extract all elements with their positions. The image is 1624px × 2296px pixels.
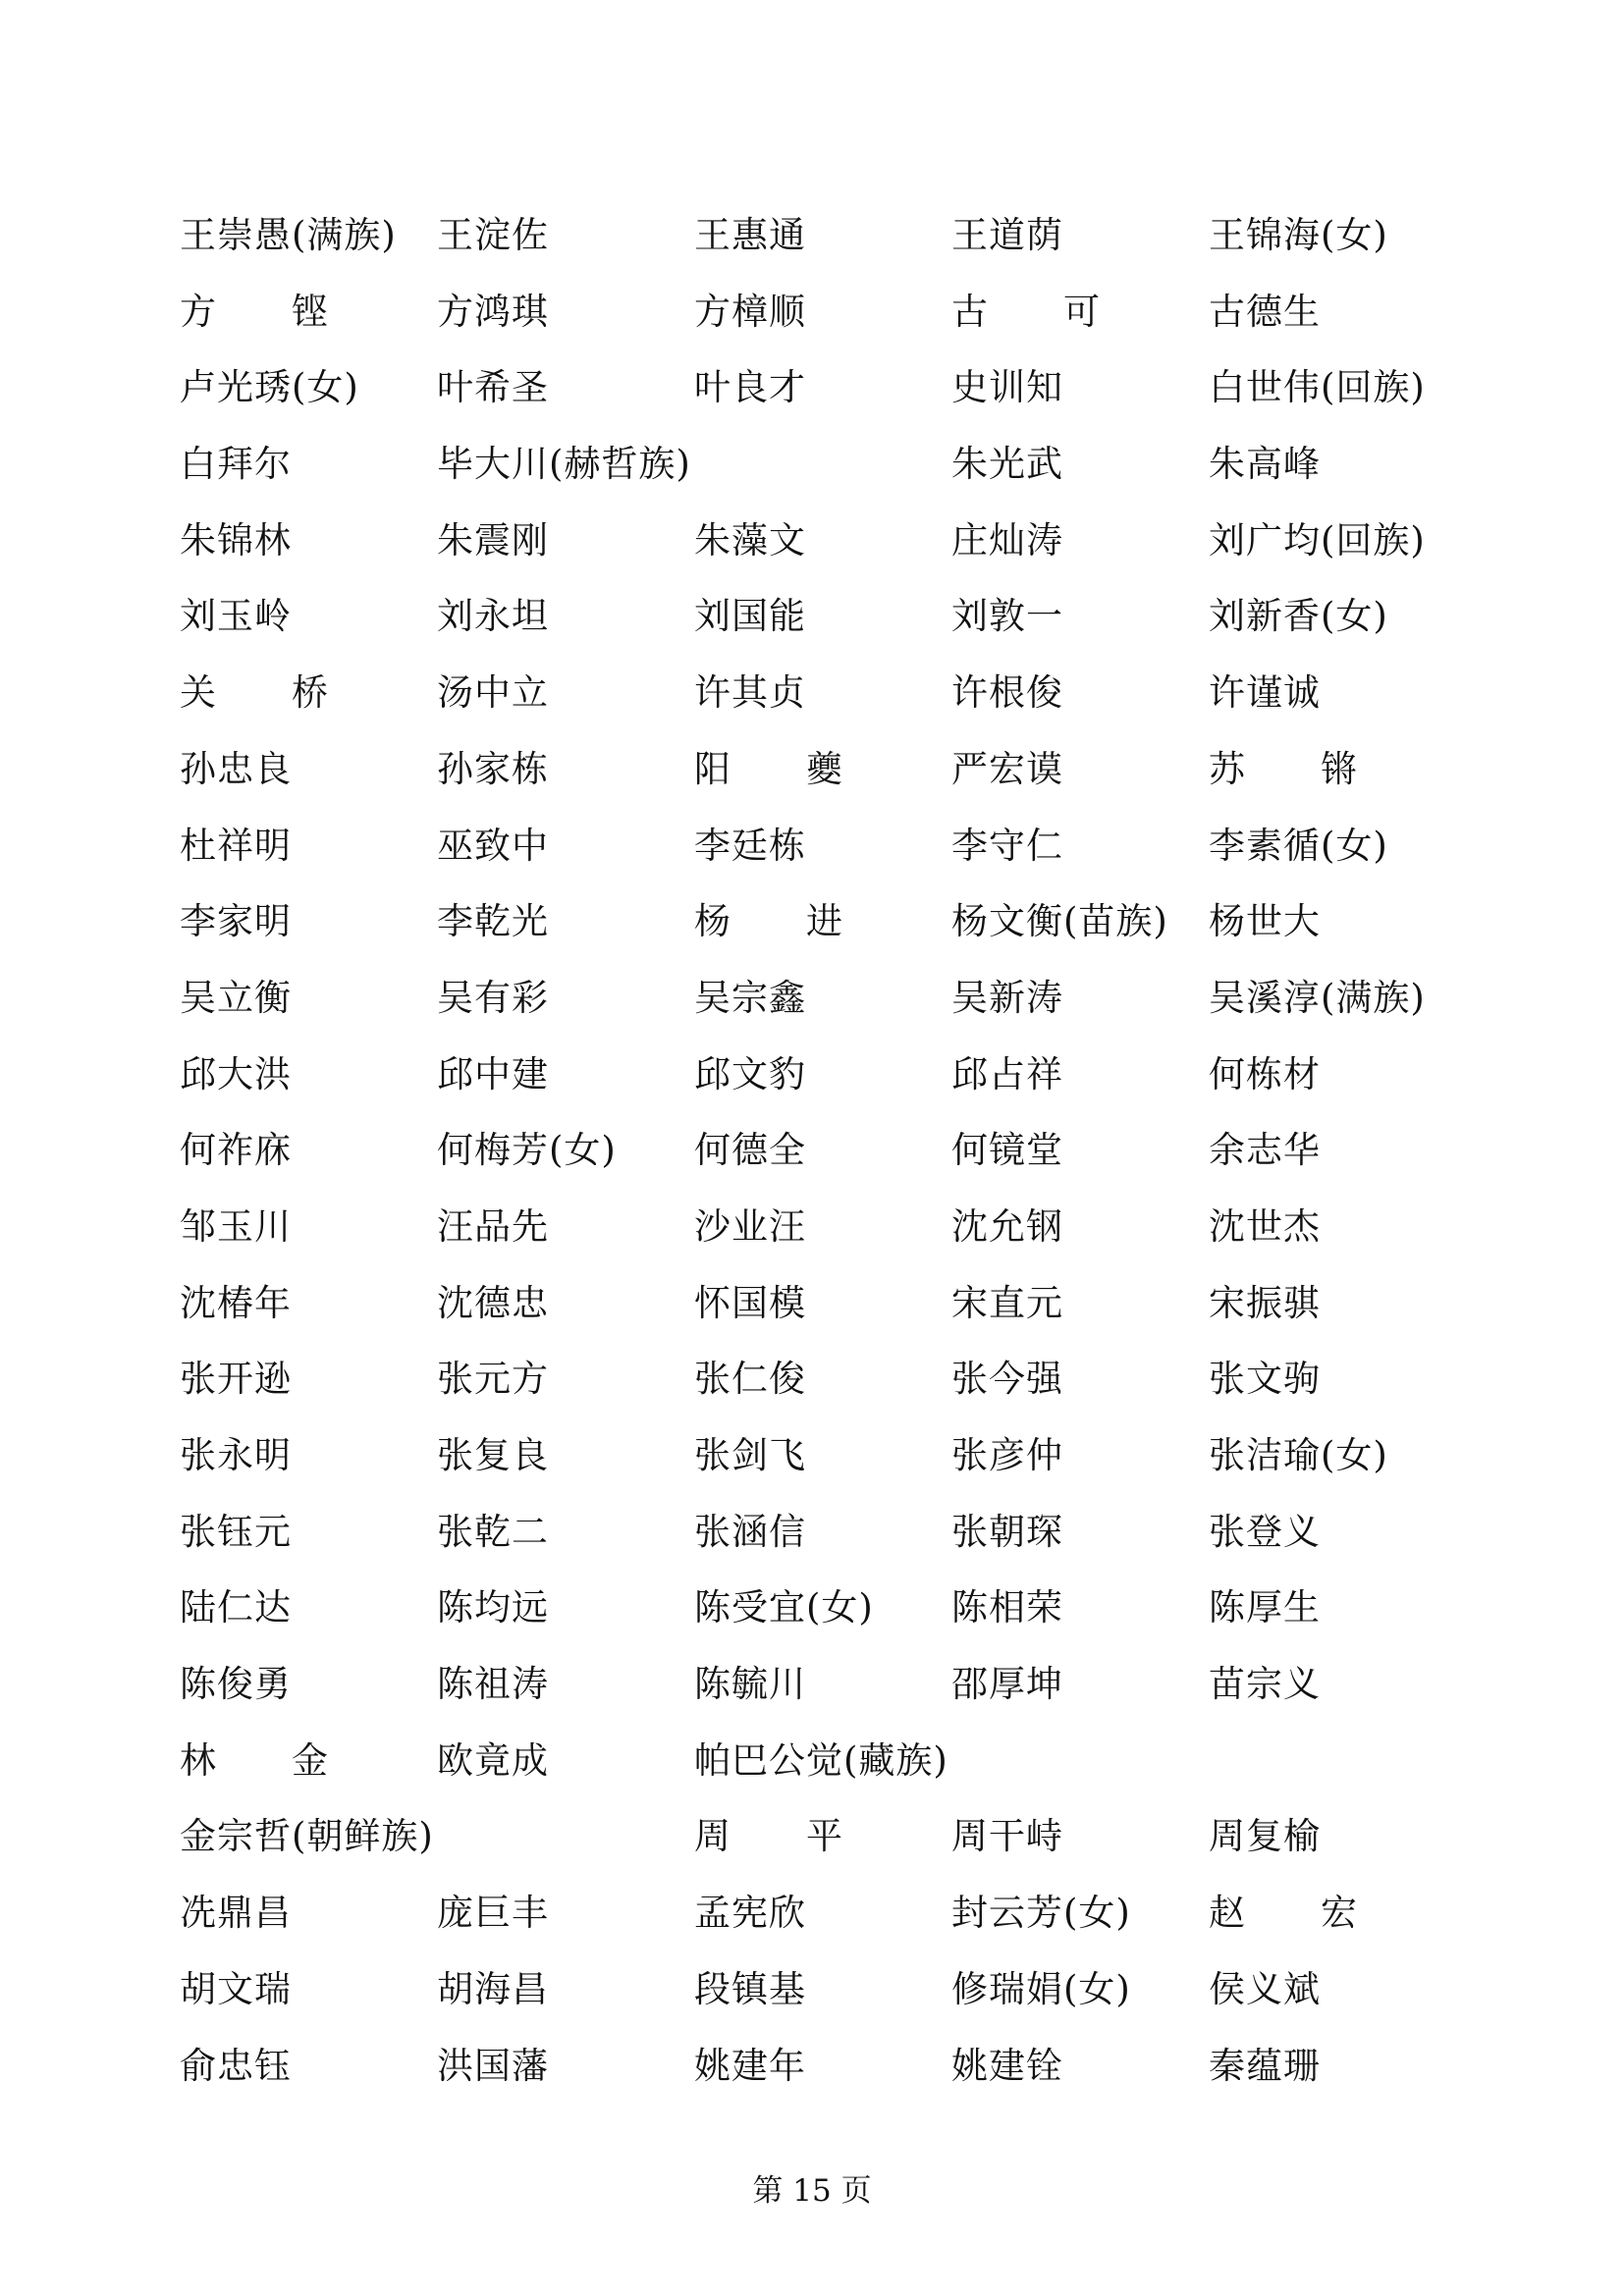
name-entry: 方鸿琪 <box>437 290 549 333</box>
name-entry: 周复榆 <box>1209 1815 1321 1858</box>
name-row <box>180 1884 1495 1960</box>
name-entry: 何德全 <box>694 1129 806 1172</box>
name-entry: 陈均远 <box>437 1586 549 1629</box>
name-row <box>180 1960 1495 2037</box>
name-entry: 汤中立 <box>437 671 549 715</box>
name-entry: 余志华 <box>1209 1129 1321 1172</box>
name-entry: 邱大洪 <box>180 1052 292 1095</box>
name-entry: 张今强 <box>951 1358 1063 1401</box>
name-entry: 张永明 <box>180 1434 292 1476</box>
name-entry: 邱占祥 <box>951 1052 1063 1095</box>
name-entry: 苗宗义 <box>1209 1663 1321 1706</box>
name-entry: 王惠通 <box>694 214 806 256</box>
name-entry: 胡海昌 <box>437 1967 549 2010</box>
name-row <box>180 1045 1495 1122</box>
name-entry: 关 桥 <box>180 671 329 715</box>
name-entry: 刘国能 <box>694 595 806 638</box>
name-entry: 白拜尔 <box>180 443 292 486</box>
name-entry: 朱高峰 <box>1209 443 1321 486</box>
name-row <box>180 1503 1495 1579</box>
name-entry: 邹玉川 <box>180 1204 292 1248</box>
name-entry: 庞巨丰 <box>437 1892 549 1935</box>
name-entry: 邱文豹 <box>694 1052 806 1095</box>
name-entry: 张洁瑜(女) <box>1209 1434 1388 1476</box>
name-row <box>180 969 1495 1045</box>
name-entry: 吴溪淳(满族) <box>1209 976 1426 1019</box>
name-row <box>180 206 1495 283</box>
name-entry: 陈相荣 <box>951 1586 1063 1629</box>
name-row <box>180 1274 1495 1351</box>
name-entry: 宋振骐 <box>1209 1281 1321 1324</box>
name-entry: 孙家栋 <box>437 747 549 790</box>
name-entry: 何祚庥 <box>180 1129 292 1172</box>
name-entry: 叶希圣 <box>437 366 549 409</box>
name-entry: 宋直元 <box>951 1281 1063 1324</box>
name-entry: 刘广均(回族) <box>1209 518 1426 561</box>
name-entry: 王崇愚(满族) <box>180 214 397 256</box>
name-entry: 孙忠良 <box>180 747 292 790</box>
name-entry: 吴宗鑫 <box>694 976 806 1019</box>
name-entry: 洪国藩 <box>437 2044 549 2087</box>
name-entry: 苏 锵 <box>1209 747 1358 790</box>
name-entry: 沈世杰 <box>1209 1204 1321 1248</box>
name-entry: 张元方 <box>437 1358 549 1401</box>
name-entry: 杨文衡(苗族) <box>951 900 1168 943</box>
name-row <box>180 587 1495 664</box>
name-entry: 巫致中 <box>437 824 549 867</box>
name-row <box>180 1655 1495 1732</box>
name-row <box>180 511 1495 588</box>
name-entry: 修瑞娟(女) <box>951 1967 1131 2010</box>
name-entry: 沈椿年 <box>180 1281 292 1324</box>
name-entry: 李素循(女) <box>1209 824 1388 867</box>
name-entry: 冼鼎昌 <box>180 1892 292 1935</box>
name-row <box>180 2037 1495 2113</box>
name-row <box>180 1350 1495 1426</box>
name-entry: 张复良 <box>437 1434 549 1476</box>
name-entry: 卢光琇(女) <box>180 366 359 409</box>
name-row <box>180 1121 1495 1198</box>
name-entry: 王锦海(女) <box>1209 214 1388 256</box>
name-row <box>180 1732 1495 1808</box>
name-entry: 张文驹 <box>1209 1358 1321 1401</box>
name-entry: 陈毓川 <box>694 1663 806 1706</box>
name-entry: 张涵信 <box>694 1510 806 1553</box>
name-entry: 李家明 <box>180 900 292 943</box>
name-row <box>180 1807 1495 1884</box>
name-entry: 何栋材 <box>1209 1052 1321 1095</box>
name-entry: 吴新涛 <box>951 976 1063 1019</box>
name-row <box>180 817 1495 893</box>
name-entry: 庄灿涛 <box>951 518 1063 561</box>
name-entry: 杨 进 <box>694 900 843 943</box>
name-entry: 朱震刚 <box>437 518 549 561</box>
name-entry: 朱光武 <box>951 443 1063 486</box>
name-entry: 古德生 <box>1209 290 1321 333</box>
name-entry: 方樟顺 <box>694 290 806 333</box>
name-entry: 许其贞 <box>694 671 806 715</box>
name-entry: 陈祖涛 <box>437 1663 549 1706</box>
name-entry: 邵厚坤 <box>951 1663 1063 1706</box>
name-entry: 朱藻文 <box>694 518 806 561</box>
name-list <box>180 206 1495 2112</box>
name-entry: 张朝琛 <box>951 1510 1063 1553</box>
name-row <box>180 283 1495 359</box>
name-entry: 张仁俊 <box>694 1358 806 1401</box>
name-row <box>180 1198 1495 1274</box>
name-entry: 沈德忠 <box>437 1281 549 1324</box>
name-row <box>180 1578 1495 1655</box>
name-entry: 张剑飞 <box>694 1434 806 1476</box>
name-entry: 陈受宜(女) <box>694 1586 874 1629</box>
name-row <box>180 740 1495 817</box>
name-entry: 怀国模 <box>694 1281 806 1324</box>
name-entry: 陆仁达 <box>180 1586 292 1629</box>
name-entry: 林 金 <box>180 1738 329 1782</box>
name-entry: 汪品先 <box>437 1204 549 1248</box>
name-entry: 周 平 <box>694 1815 843 1858</box>
name-entry: 许谨诚 <box>1209 671 1321 715</box>
name-entry: 严宏谟 <box>951 747 1063 790</box>
name-entry: 张钰元 <box>180 1510 292 1553</box>
name-entry: 孟宪欣 <box>694 1892 806 1935</box>
name-entry: 胡文瑞 <box>180 1967 292 2010</box>
name-entry: 史训知 <box>951 366 1063 409</box>
name-entry: 金宗哲(朝鲜族) <box>180 1815 434 1858</box>
name-entry: 王道荫 <box>951 214 1063 256</box>
name-entry: 姚建年 <box>694 2044 806 2087</box>
name-entry: 张登义 <box>1209 1510 1321 1553</box>
name-entry: 沈允钢 <box>951 1204 1063 1248</box>
name-entry: 白世伟(回族) <box>1209 366 1426 409</box>
page-number: 第 15 页 <box>752 2173 872 2209</box>
name-entry: 何梅芳(女) <box>437 1129 617 1172</box>
name-entry: 杜祥明 <box>180 824 292 867</box>
name-entry: 段镇基 <box>694 1967 806 2010</box>
name-entry: 刘玉岭 <box>180 595 292 638</box>
name-entry: 方 铿 <box>180 290 329 333</box>
name-entry: 朱锦林 <box>180 518 292 561</box>
name-entry: 许根俊 <box>951 671 1063 715</box>
name-entry: 张开逊 <box>180 1358 292 1401</box>
name-entry: 李乾光 <box>437 900 549 943</box>
name-row <box>180 1426 1495 1503</box>
name-entry: 叶良才 <box>694 366 806 409</box>
name-entry: 李守仁 <box>951 824 1063 867</box>
name-entry: 陈俊勇 <box>180 1663 292 1706</box>
name-entry: 刘永坦 <box>437 595 549 638</box>
name-entry: 王淀佐 <box>437 214 549 256</box>
name-entry: 姚建铨 <box>951 2044 1063 2087</box>
name-entry: 侯义斌 <box>1209 1967 1321 2010</box>
name-entry: 俞忠钰 <box>180 2044 292 2087</box>
name-entry: 张乾二 <box>437 1510 549 1553</box>
name-entry: 吴有彩 <box>437 976 549 1019</box>
name-row <box>180 892 1495 969</box>
name-row <box>180 358 1495 435</box>
name-row <box>180 435 1495 511</box>
name-entry: 何镜堂 <box>951 1129 1063 1172</box>
name-entry: 欧竟成 <box>437 1738 549 1782</box>
name-entry: 刘新香(女) <box>1209 595 1388 638</box>
name-entry: 古 可 <box>951 290 1101 333</box>
name-entry: 邱中建 <box>437 1052 549 1095</box>
name-entry: 刘敦一 <box>951 595 1063 638</box>
name-row <box>180 664 1495 740</box>
name-entry: 阳 夔 <box>694 747 843 790</box>
name-entry: 封云芳(女) <box>951 1892 1131 1935</box>
name-entry: 杨世大 <box>1209 900 1321 943</box>
name-entry: 张彦仲 <box>951 1434 1063 1476</box>
name-entry: 沙业汪 <box>694 1204 806 1248</box>
name-entry: 帕巴公觉(藏族) <box>694 1738 948 1782</box>
name-entry: 李廷栋 <box>694 824 806 867</box>
name-entry: 毕大川(赫哲族) <box>437 443 691 486</box>
name-entry: 秦蕴珊 <box>1209 2044 1321 2087</box>
name-entry: 吴立衡 <box>180 976 292 1019</box>
name-entry: 周干峙 <box>951 1815 1063 1858</box>
name-entry: 陈厚生 <box>1209 1586 1321 1629</box>
name-entry: 赵 宏 <box>1209 1892 1358 1935</box>
